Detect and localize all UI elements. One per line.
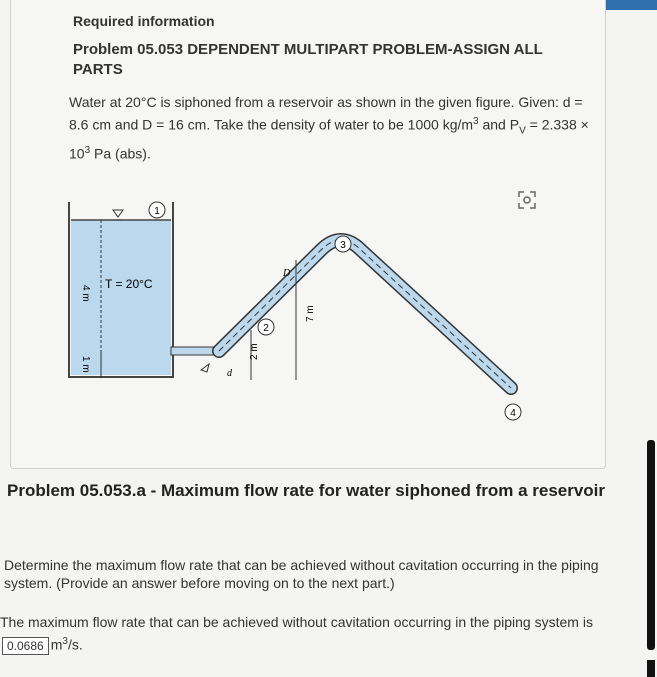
d-label: d [227,368,232,379]
answer-field[interactable]: 0.0686 [2,637,49,655]
siphon-figure [51,180,611,440]
desc-pv-value: = 2.338 × 10 [69,116,589,163]
dim-7m: 7 m [305,305,316,322]
dim-4m: 4 m [80,285,91,302]
scrollbar-thumb[interactable] [647,440,655,650]
desc-pv-exp: 3 [84,145,91,157]
required-info-label: Required information [73,13,215,29]
point-3-label: 3 [340,240,346,251]
scrollbar-end[interactable] [647,660,655,677]
temp-label: T = 20°C [105,277,153,291]
desc-pv-unit: Pa (abs). [90,146,151,163]
surface-marker [113,210,123,217]
desc-p-sub: V [519,125,526,137]
subpart-question: Determine the maximum flow rate that can be achieved without cavitation occurring in the piping system. (Provide an answer before moving on to the next part.) [4,557,599,591]
answer-line [0,612,640,655]
dim-2m: 2 m [249,343,260,360]
problem-title: Problem 05.053 DEPENDENT MULTIPART PROBLEM-ASSIGN ALL PARTS [73,41,543,78]
answer-prefix: The maximum flow rate that can be achieved without cavitation occurring in the piping system is [0,614,593,630]
problem-description [69,92,589,164]
D-label: D [283,268,291,279]
dim-1m: 1 m [80,356,91,373]
desc-density-exp: 3 [473,116,479,127]
subpart-title: Problem 05.053.a - Maximum flow rate for water siphoned from a reservoir [7,481,606,500]
desc-density: 1000 kg/m [407,116,474,133]
answer-unit-suffix: /s. [67,636,83,653]
point-4-label: 4 [510,408,516,419]
desc-and-p: and P [478,116,520,133]
point-1-label: 1 [154,206,160,217]
answer-unit-exp: 3 [62,636,68,647]
answer-unit: m [50,636,63,653]
desc-line1: Water at 20°C is siphoned from a reservoir as shown in the given figure. Given: d = 8.6 cm and D = 16 cm. Take the density of water to be [69,94,583,133]
point-2-label: 2 [263,323,269,334]
required-info-panel [10,0,606,469]
